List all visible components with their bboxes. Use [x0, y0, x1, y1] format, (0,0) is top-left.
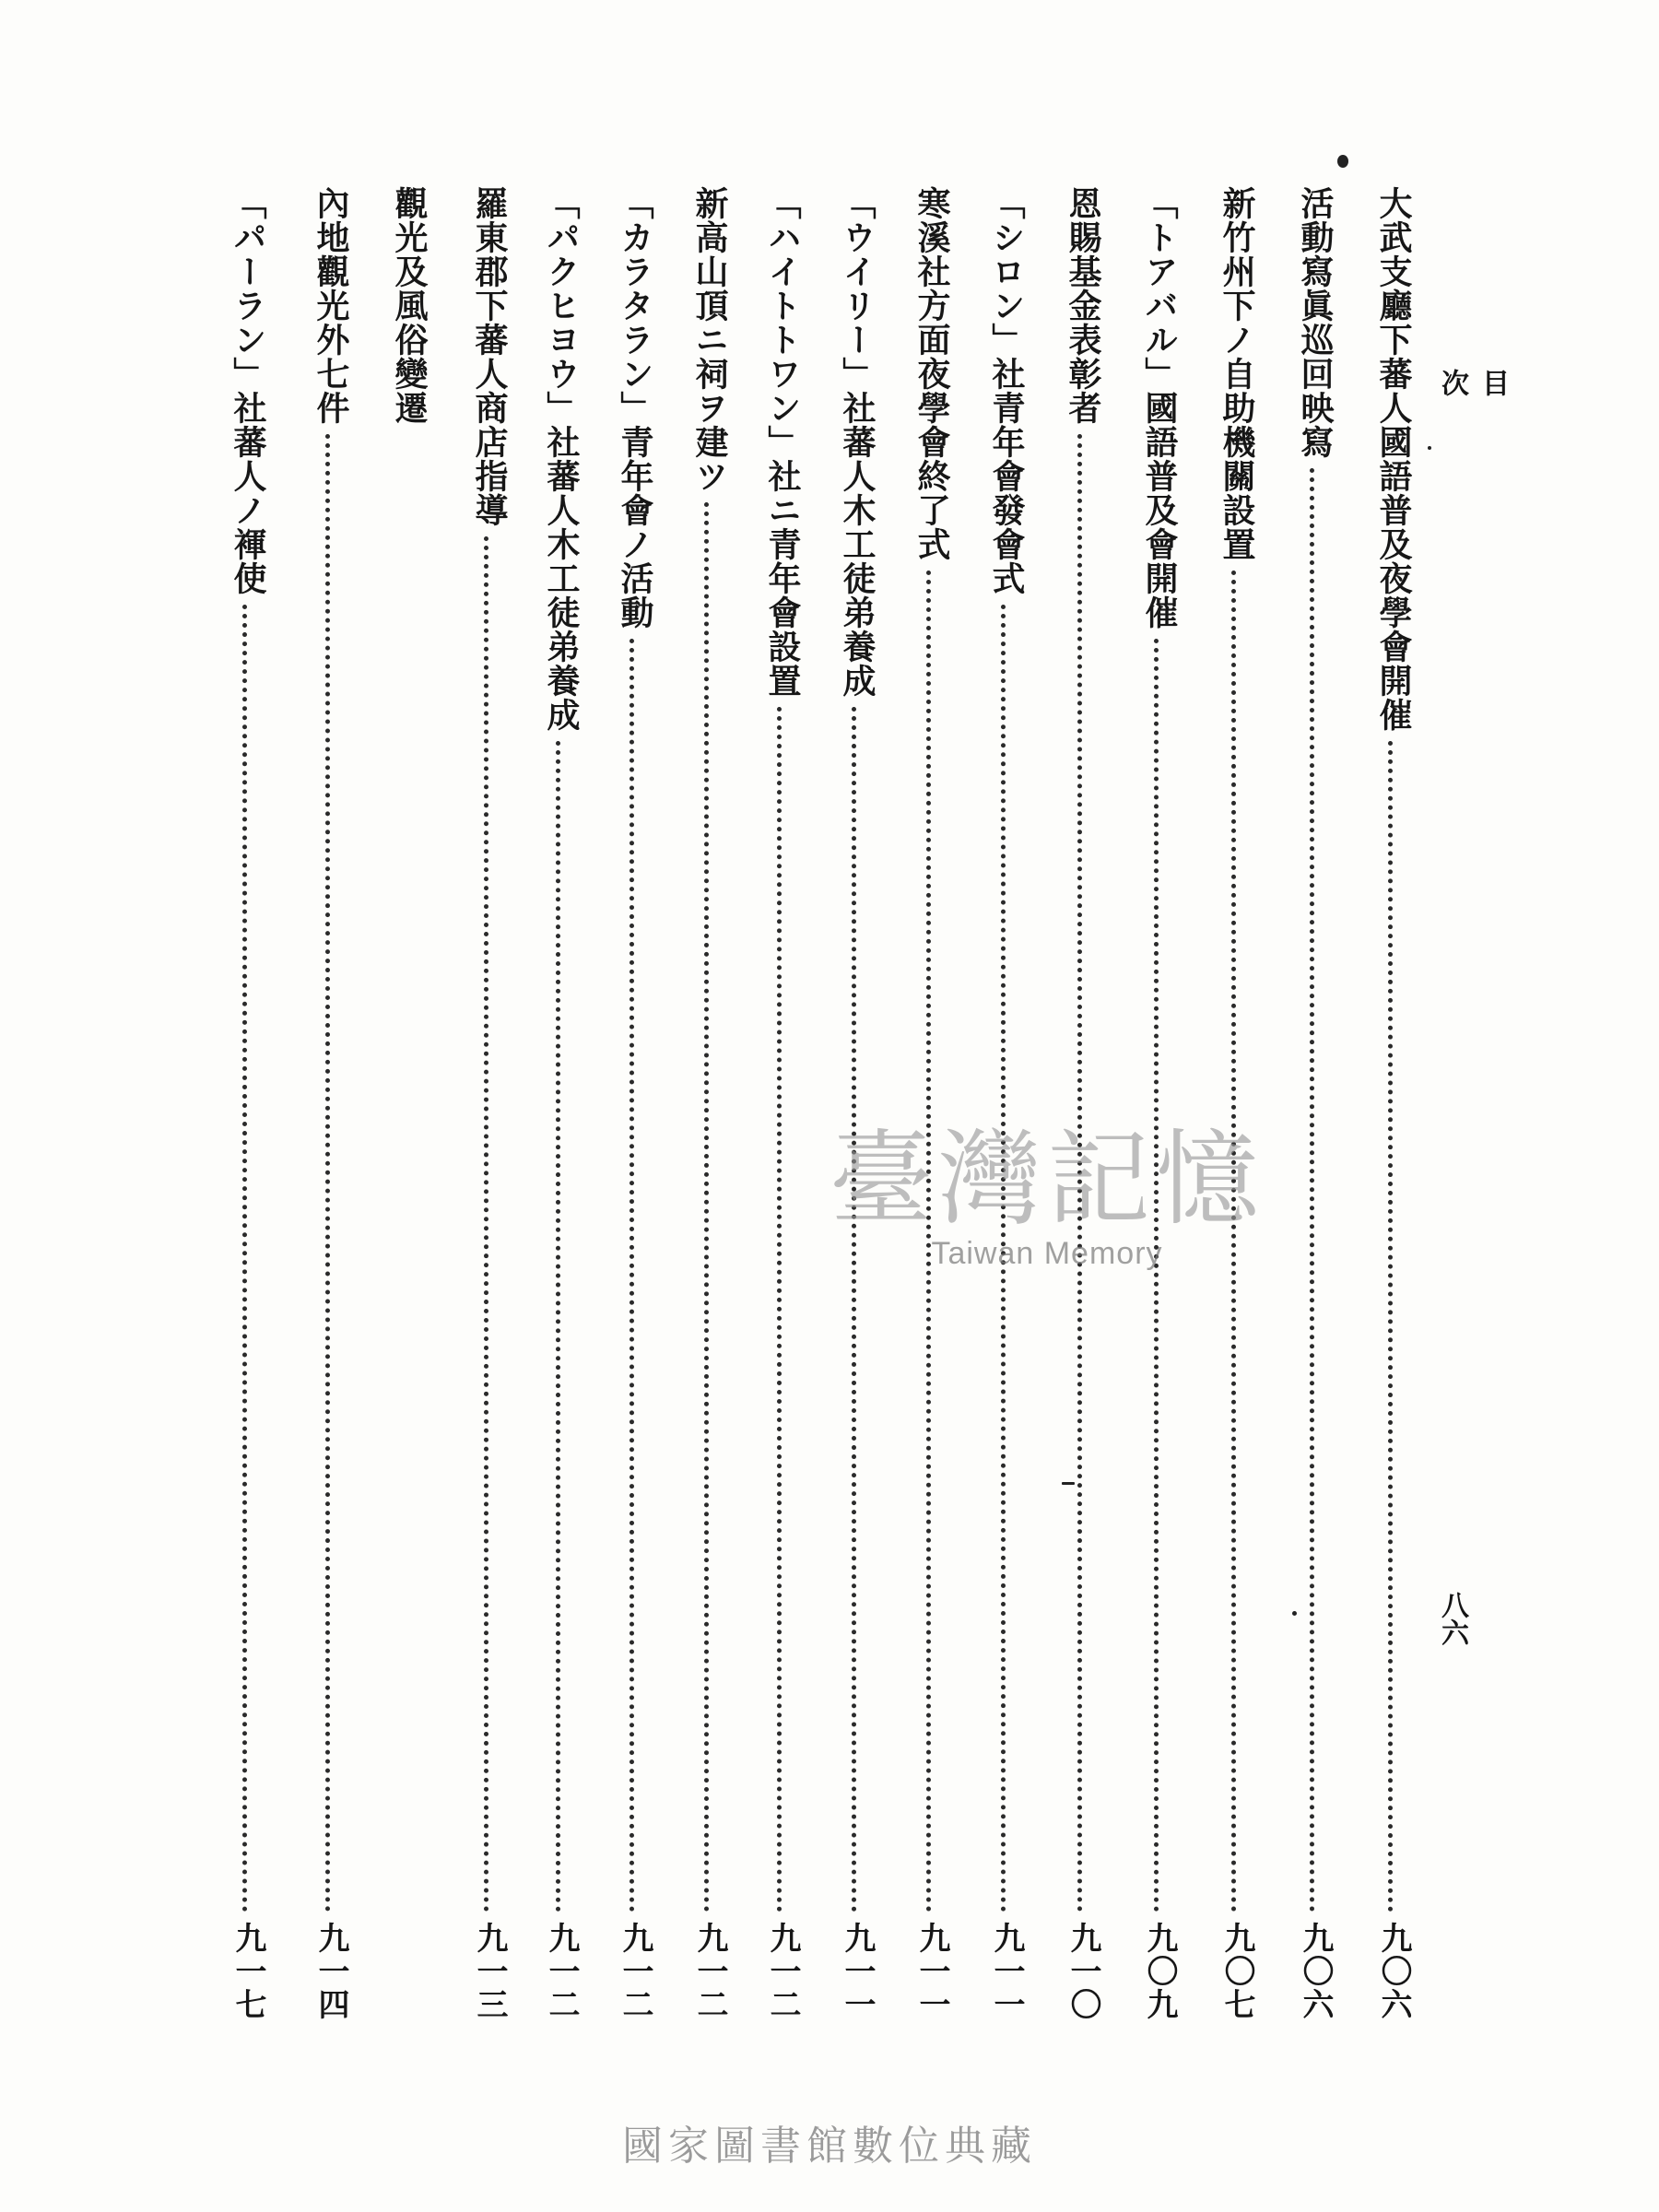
- entry-title: 「トアバル」國語普及會開催: [1140, 186, 1179, 629]
- entry-page: 九一四: [312, 1922, 349, 2021]
- entry-title: 「シロン」社青年會發會式: [987, 186, 1026, 595]
- dot-leader: [325, 434, 330, 1912]
- footer-credit: 國家圖書館數位典藏: [622, 2123, 1037, 2170]
- entry-title: 觀光及風俗變遷: [390, 186, 429, 425]
- entry-title: 寒溪社方面夜學會終了式: [912, 186, 951, 561]
- toc-entry: [908, 186, 956, 2039]
- page-number: 八六: [1436, 1591, 1468, 1646]
- watermark-subtitle: Taiwan Memory: [931, 1236, 1163, 1271]
- dot-leader: [242, 605, 247, 1912]
- entry-page: 九一二: [617, 1922, 653, 2021]
- entry-title: 「ウイリー」社蕃人木工徒弟養成: [838, 186, 877, 698]
- dot-leader: [704, 502, 709, 1912]
- watermark-logo-text: 臺灣記憶: [830, 1120, 1265, 1240]
- entry-title: 「パクヒヨウ」社蕃人木工徒弟養成: [542, 186, 581, 732]
- scan-speck: [1337, 155, 1348, 168]
- scan-speck: [1428, 446, 1431, 450]
- toc-entry: [759, 186, 806, 2039]
- page-title: [1431, 369, 1512, 571]
- entry-title: 活動寫眞巡回映寫: [1296, 186, 1335, 459]
- toc-entry: [982, 186, 1030, 2039]
- entry-title: 大武支廳下蕃人國語普及夜學會開催: [1374, 186, 1413, 732]
- entry-page: 九一〇: [1065, 1922, 1101, 2021]
- toc-entry: [465, 186, 513, 2039]
- toc-entry: [307, 186, 355, 2039]
- dot-leader: [1388, 741, 1393, 1912]
- toc-entry: [1370, 186, 1418, 2039]
- entry-title: 新竹州下ノ自助機關設置: [1218, 186, 1256, 561]
- entry-page: 九一二: [764, 1922, 801, 2021]
- toc-entry: [1291, 186, 1339, 2039]
- entry-page: 九〇七: [1218, 1922, 1255, 2021]
- dot-leader: [1154, 639, 1159, 1912]
- entry-page: 九一一: [988, 1922, 1025, 2021]
- dot-leader: [484, 536, 488, 1912]
- dot-leader: [777, 707, 782, 1912]
- toc-entry: [1213, 186, 1261, 2039]
- toc-entry: [1059, 186, 1107, 2039]
- toc-entry: [686, 186, 734, 2039]
- entry-page: 九一二: [691, 1922, 728, 2021]
- title-char-1: 目: [1477, 369, 1509, 400]
- entry-page: 九一一: [913, 1922, 950, 2021]
- entry-page: 九一七: [229, 1922, 266, 2021]
- entry-title: 羅東郡下蕃人商店指導: [470, 186, 509, 527]
- entry-title: 「パーラン」社蕃人ノ褌使: [229, 186, 267, 595]
- entry-title: 「カラタラン」青年會ノ活動: [616, 186, 654, 629]
- entry-page: 九〇六: [1375, 1922, 1412, 2021]
- entry-page: 九一三: [471, 1922, 508, 2021]
- scan-speck: [1292, 1611, 1297, 1616]
- dot-leader: [556, 741, 560, 1912]
- dot-leader: [852, 707, 856, 1912]
- entry-title: 內地觀光外七件: [312, 186, 350, 425]
- entry-title: 恩賜基金表彰者: [1064, 186, 1102, 425]
- watermark: [830, 1120, 1265, 1272]
- dot-leader: [629, 639, 634, 1912]
- toc-entry: [537, 186, 585, 2039]
- toc-entry: [833, 186, 881, 2039]
- toc-entry: [611, 186, 659, 2039]
- toc-entry: [1135, 186, 1183, 2039]
- entry-page: 九〇六: [1297, 1922, 1334, 2021]
- dot-leader: [1310, 468, 1314, 1912]
- entry-title: 「ハイトトワン」社ニ青年會設置: [763, 186, 802, 698]
- scan-speck: [1062, 1482, 1075, 1485]
- entry-page: 九〇九: [1141, 1922, 1178, 2021]
- title-char-2: 次: [1436, 369, 1468, 400]
- toc-section-heading: [385, 186, 433, 2039]
- entry-title: 新高山頂ニ祠ヲ建ツ: [690, 186, 729, 493]
- toc-entry: [224, 186, 272, 2039]
- entry-page: 九一二: [543, 1922, 580, 2021]
- entry-page: 九一一: [839, 1922, 876, 2021]
